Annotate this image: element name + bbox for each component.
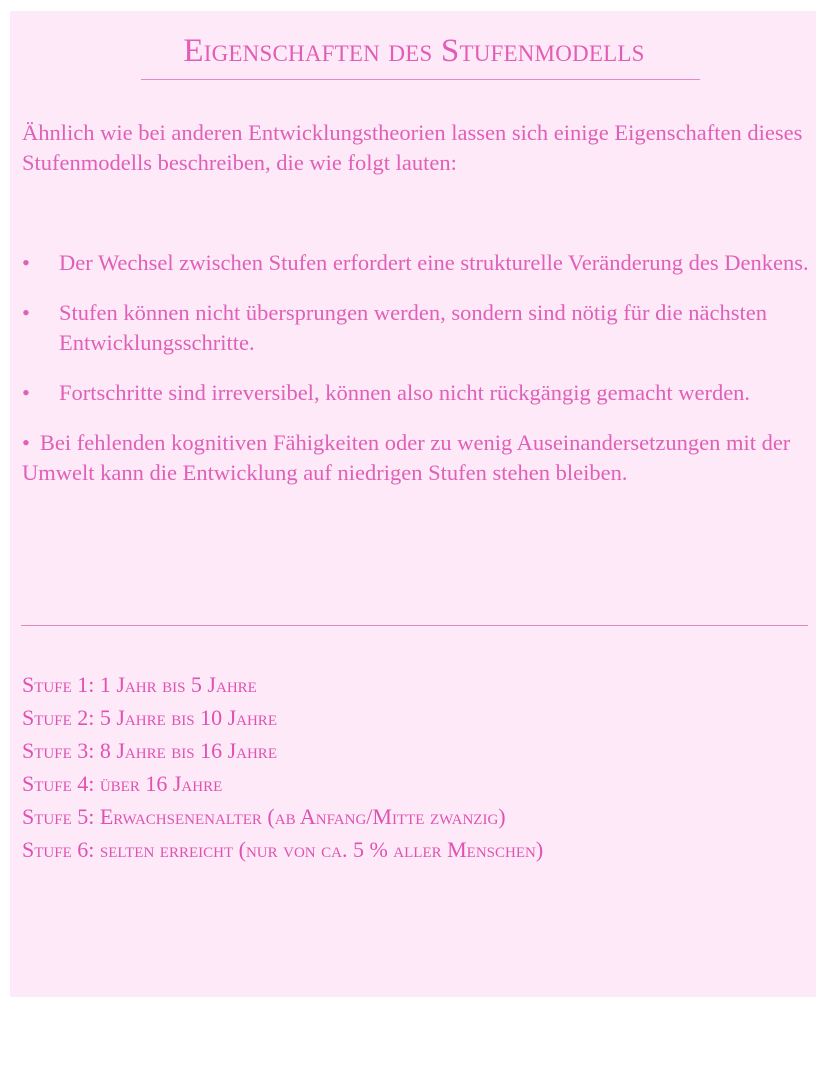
property-text: Bei fehlenden kognitiven Fähigkeiten oder zu wenig Auseinandersetzungen mit der Umwelt kann die Entwicklung auf niedrigen Stufen stehen bleiben.: [22, 430, 791, 485]
stage-item: Stufe 3: 8 Jahre bis 16 Jahre: [22, 738, 277, 763]
property-item: [22, 428, 812, 488]
stage-item: Stufe 6: selten erreicht (nur von ca. 5 % aller Menschen): [22, 837, 544, 862]
bullet-icon: •: [22, 300, 30, 325]
property-item: [22, 298, 812, 358]
intro-paragraph: Ähnlich wie bei anderen Entwicklungstheorien lassen sich einige Eigenschaften dieses Stufenmodells beschreiben, die wie folgt lauten:: [22, 120, 803, 175]
stages-list: [22, 668, 543, 866]
property-text: Stufen können nicht übersprungen werden, sondern sind nötig für die nächsten Entwicklungsschritte.: [59, 300, 767, 355]
property-text: Fortschritte sind irreversibel, können also nicht rückgängig gemacht werden.: [59, 380, 751, 405]
bullet-icon: •: [22, 250, 30, 275]
properties-list: [22, 248, 812, 508]
bullet-icon: •: [22, 430, 30, 455]
bullet-icon: •: [22, 380, 30, 405]
property-item: [22, 248, 812, 278]
page-title: Eigenschaften des Stufenmodells: [183, 33, 645, 69]
property-text: Der Wechsel zwischen Stufen erfordert eine strukturelle Veränderung des Denkens.: [59, 250, 809, 275]
stage-item: Stufe 2: 5 Jahre bis 10 Jahre: [22, 705, 277, 730]
stage-item: Stufe 5: Erwachsenenalter (ab Anfang/Mitte zwanzig): [22, 804, 506, 829]
property-item: [22, 378, 812, 408]
title-underline: [141, 79, 700, 80]
stage-item: Stufe 1: 1 Jahr bis 5 Jahre: [22, 672, 257, 697]
section-divider: [21, 625, 808, 626]
stage-item: Stufe 4: über 16 Jahre: [22, 771, 223, 796]
